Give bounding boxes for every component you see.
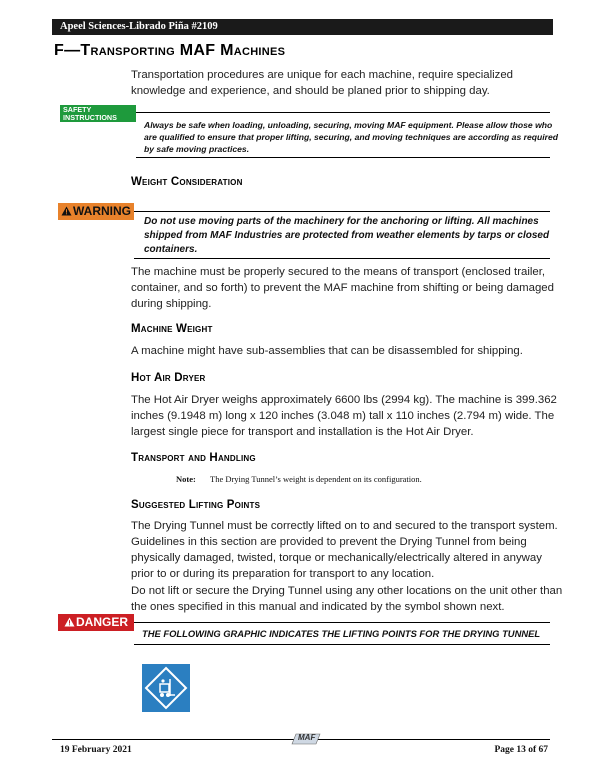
lifting-body1-line-2: Guidelines in this section are provided to prevent the Drying Tunnel from being — [131, 536, 527, 548]
note-text: The Drying Tunnel’s weight is dependent on its configuration. — [210, 474, 422, 484]
machine-weight-body: A machine might have sub-assemblies that can be disassembled for shipping. — [131, 345, 523, 357]
warning-rule-bottom — [134, 258, 550, 259]
warning-line-1: Do not use moving parts of the machinery for the anchoring or lifting. All machines — [144, 216, 539, 227]
weight-body-line-2: container, and so forth) to prevent the MAF machine from shifting or being damaged — [131, 282, 554, 294]
footer-page-number: Page 13 of 67 — [494, 745, 548, 755]
intro-line-1: Transportation procedures are unique for each machine, require specialized — [131, 69, 514, 81]
warning-line-2: shipped from MAF Industries are protected from weather elements by tarps or closed — [144, 230, 550, 241]
footer-maf-logo — [290, 732, 324, 746]
warning-line-3: containers. — [144, 244, 198, 255]
safety-rule-bottom — [136, 157, 550, 158]
safety-line-3: by safe moving practices. — [144, 144, 250, 154]
safety-line-2: are qualified to ensure that proper lifting, securing, and moving techniques are according as required — [144, 132, 559, 142]
weight-body-line-3: during shipping. — [131, 298, 212, 310]
note-label: Note: — [176, 474, 196, 484]
danger-triangle-icon — [64, 617, 75, 627]
section-title: F—Transporting MAF Machines — [54, 42, 286, 59]
lifting-body1-line-1: The Drying Tunnel must be correctly lifted on to and secured to the transport system. — [131, 520, 558, 532]
hot-air-dryer-line-1: The Hot Air Dryer weighs approximately 6600 lbs (2994 kg). The machine is 399.362 — [131, 394, 557, 406]
safety-instructions-badge — [60, 105, 136, 122]
weight-body-line-1: The machine must be properly secured to the means of transport (enclosed trailer, — [131, 266, 546, 278]
lifting-body1-line-4: prior to or during its preparation for transport to any location. — [131, 568, 435, 580]
transport-handling-heading: Transport and Handling — [131, 452, 256, 464]
hot-air-dryer-heading: Hot Air Dryer — [131, 372, 206, 384]
danger-rule-top — [134, 622, 550, 623]
machine-weight-heading: Machine Weight — [131, 323, 213, 335]
danger-text: THE FOLLOWING GRAPHIC INDICATES THE LIFTING POINTS FOR THE DRYING TUNNEL — [142, 628, 541, 639]
lifting-points-heading: Suggested Lifting Points — [131, 499, 261, 511]
warning-rule-top — [134, 211, 550, 212]
warning-badge — [58, 203, 134, 220]
lifting-body1-line-3: physically damaged, twisted, torque or mechanically/electrically altered in anyway — [131, 552, 542, 564]
danger-badge — [58, 614, 134, 631]
warning-badge-label: WARNING — [73, 204, 131, 218]
danger-badge-label: DANGER — [75, 615, 128, 629]
maf-logo-text: MAF — [298, 733, 316, 742]
footer-date: 19 February 2021 — [60, 745, 132, 755]
safety-badge-line-1: SAFETY — [63, 105, 92, 114]
safety-line-1: Always be safe when loading, unloading, securing, moving MAF equipment. Please allow those who — [144, 120, 553, 130]
lifting-body2-line-2: the ones specified in this manual and indicated by the symbol shown next. — [131, 601, 505, 613]
warning-triangle-icon — [61, 206, 72, 216]
hot-air-dryer-line-3: largest single piece for transport and installation is the Hot Air Dryer. — [131, 426, 474, 438]
forklift-lifting-point-icon — [142, 664, 190, 712]
intro-line-2: knowledge and experience, and should be planed prior to shipping day. — [131, 85, 490, 97]
safety-rule-top — [136, 112, 550, 113]
hot-air-dryer-line-2: inches (9.1948 m) long x 120 inches (3.048 m) tall x 110 inches (2.794 m) wide. The — [131, 410, 555, 422]
safety-badge-line-2: INSTRUCTIONS — [63, 113, 117, 122]
header-text: Apeel Sciences-Librado Piña #2109 — [60, 21, 218, 32]
danger-rule-bottom — [134, 644, 550, 645]
weight-consideration-heading: Weight Consideration — [131, 176, 243, 188]
lifting-body2-line-1: Do not lift or secure the Drying Tunnel using any other locations on the unit other than — [131, 585, 563, 597]
